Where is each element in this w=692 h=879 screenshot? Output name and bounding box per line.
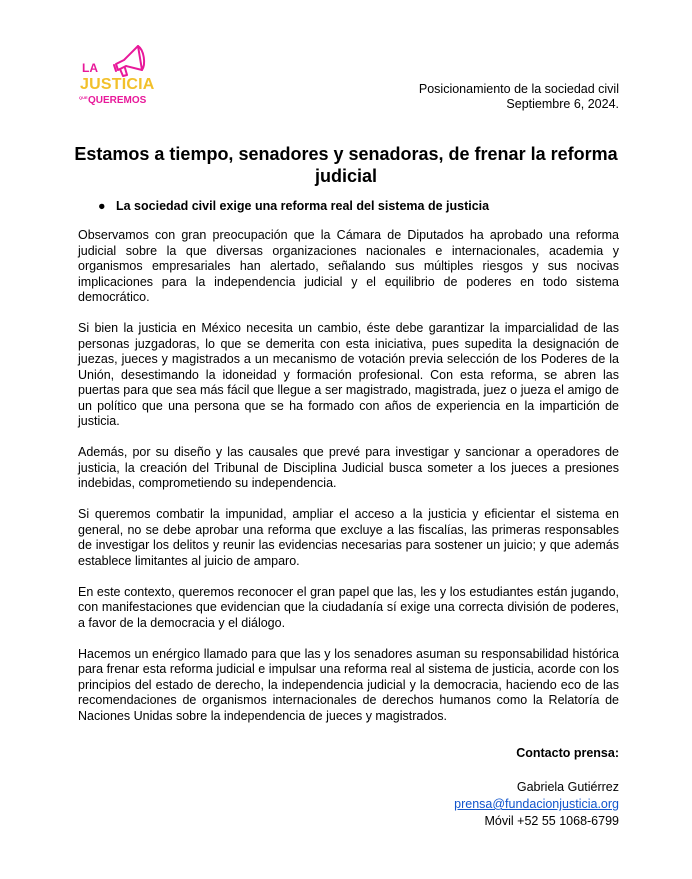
logo: [78, 40, 160, 110]
logo-line-la: LA: [82, 61, 98, 75]
header-date: Septiembre 6, 2024.: [506, 97, 619, 111]
paragraph: Además, por su diseño y las causales que prevé para investigar y sancionar a operadores de justicia, la creación del Tribunal de Disciplina Judicial busca someter a los jueces a presiones indebidas, comprometiendo su independencia.: [78, 445, 619, 490]
contact-phone: Móvil +52 55 1068-6799: [484, 814, 619, 828]
paragraph: Si bien la justicia en México necesita un cambio, éste debe garantizar la imparcialidad de las personas juzgadoras, lo que se demerita con esta iniciativa, pues supedita la designación de juezas, jueces y magistrados a un mecanismo de votación previa selección de los Poderes de la Unión, desestimando la idoneidad y formación profesional. Con esta reforma, se abren las puertas para que sea más fácil que llegue a ser magistrado, magistrada, juez o jueza el amigo de un político que una persona que se ha formado con años de experiencia en la impartición de justicia.: [78, 321, 619, 428]
document-body: [78, 228, 619, 740]
paragraph: Si queremos combatir la impunidad, ampliar el acceso a la justicia y eficientar el sistema en general, no se debe aprobar una reforma que excluye a las fiscalías, las primeras responsables de investigar los delitos y reunir las evidencias necesarias para sostener un juicio; y que además establece limitantes al juicio de amparo.: [78, 507, 619, 568]
page-title: Estamos a tiempo, senadores y senadoras, de frenar la reforma judicial: [74, 144, 618, 186]
bullet-icon: ●: [98, 199, 106, 213]
document-header: [419, 82, 619, 112]
header-subtitle: Posicionamiento de la sociedad civil: [418, 82, 619, 96]
logo-line-queremos: QUEREMOS: [88, 95, 147, 106]
contact-label: Contacto prensa:: [516, 746, 619, 760]
logo-line-justicia: JUSTICIA: [80, 76, 155, 93]
paragraph: Observamos con gran preocupación que la Cámara de Diputados ha aprobado una reforma judicial sobre la que diversas organizaciones nacionales e internacionales, academia y organismos empresariales han alertado, señalando sus múltiples riesgos y sus nocivas implicaciones para la independencia judicial y el equilibrio de poderes en todo sistema democrático.: [78, 228, 619, 304]
bullet-item: [98, 199, 489, 213]
contact-email-link[interactable]: prensa@fundacionjusticia.org: [454, 797, 619, 811]
press-contact: [454, 745, 619, 830]
logo-line-que: QUE: [79, 95, 88, 100]
paragraph: Hacemos un enérgico llamado para que las y los senadores asuman su responsabilidad histórica para frenar esta reforma judicial e impulsar una reforma real al sistema de justicia, acorde con los principios del estado de derecho, la independencia judicial y la democracia, haciendo eco de las recomendaciones de organismos internacionales de derechos humanos como la Relatoría de Naciones Unidas sobre la independencia de jueces y magistrados.: [78, 646, 619, 723]
bullet-text: La sociedad civil exige una reforma real del sistema de justicia: [116, 199, 490, 213]
contact-name: Gabriela Gutiérrez: [516, 780, 619, 794]
paragraph: En este contexto, queremos reconocer el gran papel que las, les y los estudiantes están jugando, con manifestaciones que evidencian que la ciudadanía sí exige una correcta división de poderes, a favor de la democracia y el diálogo.: [78, 584, 619, 630]
